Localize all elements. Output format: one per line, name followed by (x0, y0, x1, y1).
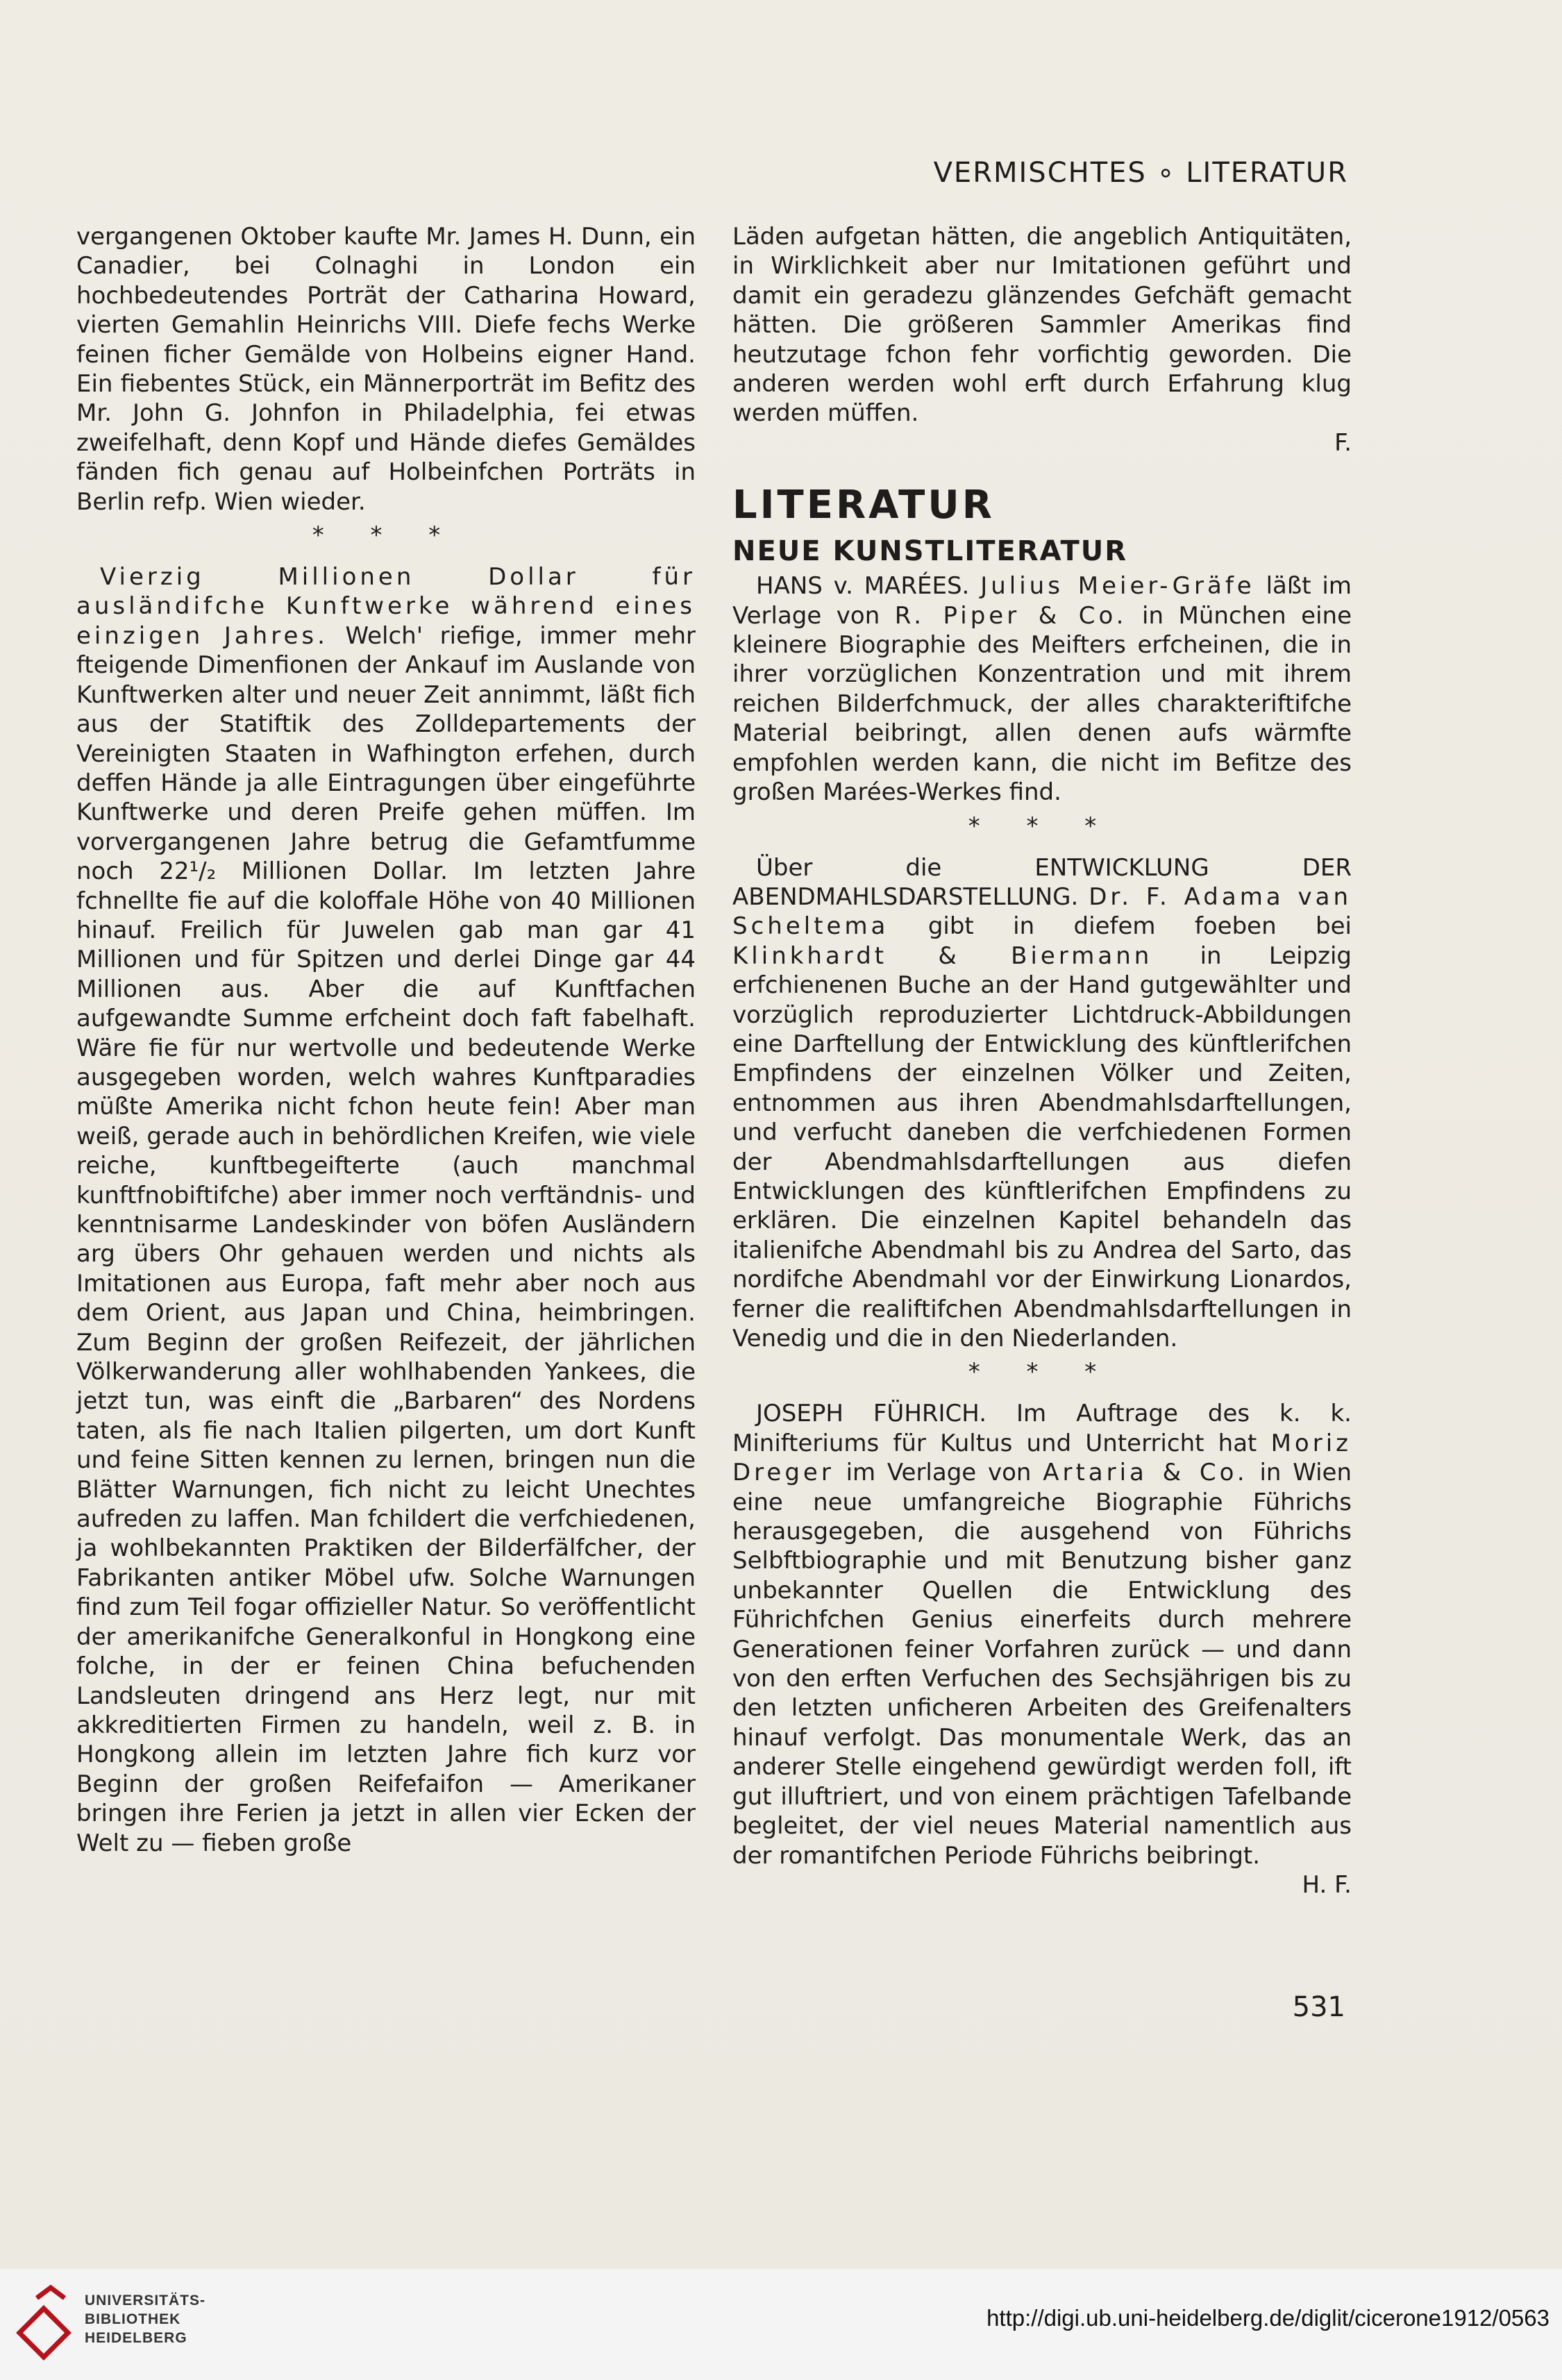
review-publisher: Artaria & Co. (1043, 1459, 1248, 1487)
paragraph-antiques: Läden aufgetan hätten, die angeblich Antiquitäten, in Wirklichkeit aber nur Imitationen geführt und damit ein geradezu glänzendes Gefchäft gemacht hätten. Die größeren Sammler Amerikas find heutzutage fchon fehr vorfichtig geworden. Die anderen werden wohl erft durch Erfahrung klug werden müffen. F. (732, 223, 1352, 457)
section-heading: LITERATUR (732, 483, 995, 528)
paragraph-lead: Vierzig Millionen Dollar für ausländifche Kunftwerke während eines einzigen Jahres. (76, 563, 696, 650)
section-separator: * * * (312, 521, 460, 550)
paragraph-import-statistics (76, 562, 696, 1858)
review-fuehrich: JOSEPH FÜHRICH. Im Auftrage des k. k. Minifteriums für Kultus und Unterricht hat Moriz Dreger im Verlage von Artaria & Co. in Wien eine neue umfangreiche Biographie Führichs herausgegeben, die ausgehend von Führichs Selbftbiographie und mit Benutzung bisher ganz unbekannter Quellen die Entwicklung des Führichfchen Genius einerfeits durch mehrere Generationen feiner Vorfahren zurück — und dann von den erften Verfuchen des Sechsjährigen bis zu den letzten unficheren Arbeiten des Greifenalters hinauf verfolgt. Das monumentale Werk, das an anderer Stelle eingehend gewürdigt werden foll, ift gut illuftriert, und von einem prächtigen Tafelbande begleitet, der viel neues Material namentlich aus der romantifchen Periode Führichs beibringt. H. F. (732, 1400, 1352, 1899)
review-title: JOSEPH FÜHRICH. (756, 1400, 987, 1428)
section-separator: * * * (968, 1358, 1116, 1386)
library-logo-icon (12, 2284, 75, 2361)
running-title: VERMISCHTES ∘ LITERATUR (933, 157, 1348, 189)
author-initials: H. F. (1302, 1870, 1352, 1899)
review-publisher: Klinkhardt & Biermann (732, 941, 1153, 970)
left-column (76, 222, 696, 1858)
review-abendmahl: Über die ENTWICKLUNG DER ABENDMAHLSDARSTELLUNG. Dr. F. Adama van Scheltema gibt in diefem foeben bei Klinkhardt & Biermann in Leipzig erfchienenen Buche an der Hand gutgewählter und vorzüglich reproduzierter Lichtdruck-Abbildungen eine Darftellung der Entwicklung des künftlerifchen Empfindens der einzelnen Völker und Zeiten, entnommen aus ihren Abendmahlsdarftellungen, und verfucht daneben die verfchiedenen Formen der Abendmahlsdarftellungen aus diefen Entwicklungen des künftlerifchen Empfindens zu erklären. Die einzelnen Kapitel behandeln das italienifche Abendmahl bis zu Andrea del Sarto, das nordifche Abendmahl vor der Einwirkung Lionardos, ferner die realiftifchen Abendmahlsdarftellungen in Venedig und die in den Niederlanden. (732, 853, 1352, 1352)
page-number: 531 (1292, 1991, 1345, 2023)
review-author: Moriz Dreger (732, 1429, 1352, 1487)
section-separator: * * * (968, 812, 1116, 840)
review-author: Dr. F. Adama van Scheltema (732, 882, 1352, 941)
review-title: Über die ENTWICKLUNG DER ABENDMAHLSDARSTELLUNG. (732, 853, 1352, 911)
review-author: Julius Meier-Gräfe (980, 572, 1255, 601)
right-column (732, 222, 1352, 1900)
source-url-link[interactable]: http://digi.ub.uni-heidelberg.de/diglit/cicerone1912/0563 (986, 2305, 1550, 2331)
review-title: HANS v. MARÉES. (756, 572, 970, 601)
author-initial: F. (1334, 428, 1352, 457)
library-name: UNIVERSITÄTS- BIBLIOTHEK HEIDELBERG (85, 2293, 206, 2346)
review-publisher: R. Piper & Co. (894, 601, 1127, 630)
paragraph-holbein: vergangenen Oktober kaufte Mr. James H. Dunn, ein Canadier, bei Colnaghi in London ein hochbedeutendes Porträt der Catharina Howard, vierten Gemahlin Heinrichs VIII. Diefe fechs Werke feinen ficher Gemälde von Holbeins eigner Hand. Ein fiebentes Stück, ein Männerporträt im Befitz des Mr. John G. Johnfon in Philadelphia, fei etwas zweifelhaft, denn Kopf und Hände diefes Gemäldes fänden fich genau auf Holbeinfchen Porträts in Berlin refp. Wien wieder. (76, 223, 696, 516)
digitization-footer (0, 2269, 1562, 2380)
review-maress: HANS v. MARÉES. Julius Meier-Gräfe läßt im Verlage von R. Piper & Co. in München eine kleinere Biographie des Meifters erfcheinen, die in ihrer vorzüglichen Konzentration und mit ihrem reichen Bilderfchmuck, der alles charakteriftifche Material beibringt, allen denen aufs wärmfte empfohlen werden kann, die nicht im Befitze des großen Marées-Werkes find. (732, 572, 1352, 807)
section-subheading: NEUE KUNSTLITERATUR (732, 535, 1128, 568)
paragraph-body: Welch' riefige, immer mehr fteigende Dimenfionen der Ankauf im Auslande von Kunftwerken alter und neuer Zeit annimmt, läßt fich aus der Statiftik des Zolldepartements der Vereinigten Staaten in Wafhington erfehen, durch deffen Hände ja alle Eintragungen über eingeführte Kunftwerke und deren Preife gehen müffen. Im vorvergangenen Jahre betrug die Gefamtfumme noch 22¹/₂ Millionen Dollar. Im letzten Jahre fchnellte fie auf die koloffale Höhe von 40 Millionen hinauf. Freilich für Juwelen gab man gar 41 Millionen und für Spitzen und derlei Dinge gar 44 Millionen aus. Aber die auf Kunftfachen aufgewandte Summe erfcheint doch faft fabelhaft. Wäre fie für nur wertvolle und bedeutende Werke ausgegeben worden, welch wahres Kunftparadies müßte Amerika nicht fchon heute fein! Aber man weiß, gerade auch in behördlichen Kreifen, wie viele reiche, kunftbegeifterte (auch manchmal kunftfnobiftifche) aber immer noch verftändnis- und kenntnisarme Landeskinder von böfen Ausländern arg übers Ohr gehauen werden und nichts als Imitationen aus Europa, faft mehr aber noch aus dem Orient, aus Japan und China, heimbringen. Zum Beginn der großen Reifezeit, der jährlichen Völkerwanderung aller wohlhabenden Yankees, die jetzt tun, was einft die „Barbaren“ des Nordens taten, als fie nach Italien pilgerten, um dort Kunft und feine Sitten kennen zu lernen, bringen nun die Blätter Warnungen, fich nicht zu leicht Unechtes aufreden zu laffen. Man fchildert die verfchiedenen, ja wohlbekannten Praktiken der Bilderfälfcher, der Fabrikanten antiker Möbel ufw. Solche Warnungen find zum Teil fogar offizieller Natur. So veröffentlicht der amerikanifche Generalkonful in Hongkong eine folche, in der er feinen China befuchenden Landsleuten dringend ans Herz legt, nur mit akkreditierten Firmen zu handeln, weil z. B. in Hongkong allein im letzten Jahre fich kurz vor Beginn der großen Reifefaifon — Amerikaner bringen ihre Ferien ja jetzt in allen vier Ecken der Welt zu — fieben große (76, 621, 696, 1857)
